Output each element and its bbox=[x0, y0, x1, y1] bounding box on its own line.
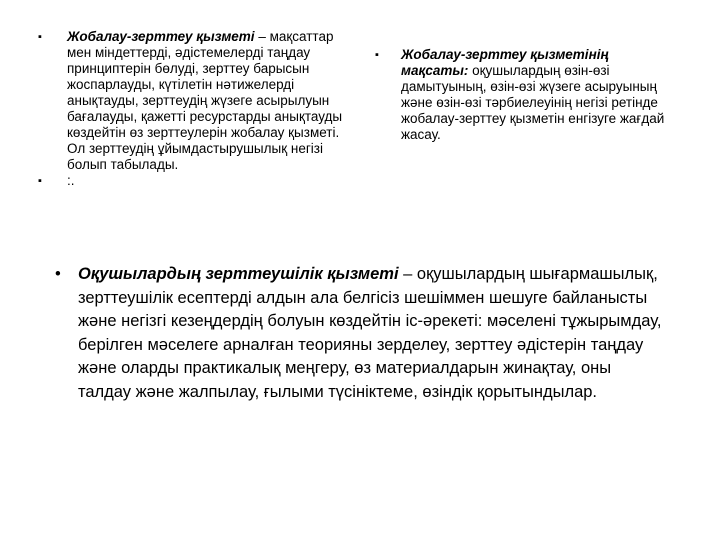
activity-goal-text bbox=[401, 47, 669, 143]
design-research-activity-text bbox=[67, 29, 351, 173]
bullet-lead-text: Жобалау-зерттеу қызметінің мақсаты: bbox=[401, 47, 609, 78]
square-bullet-icon: ▪ bbox=[38, 31, 42, 43]
list-item bbox=[38, 29, 354, 173]
bullet-body-text: – оқушылардың шығармашылық, зерттеушілік есептерді алдын ала белгісіз шешіммен шешуге байланысты және негізгі кезеңдердің болуын көздейтін іс-әрекеті: мәселені тұжырымдау, берілген мәселеге арналған теорияны зерделеу, зерттеу әдістерін таңдау және оларды практикалық меңгеру, өз материалдарын жинақтау, оны талдау және жалпылау, ғылыми түсініктеме, өзіндік қорытындылар. bbox=[78, 265, 662, 401]
colon-placeholder-text bbox=[67, 173, 351, 189]
activity-goal-block bbox=[375, 47, 673, 143]
round-bullet-icon: • bbox=[55, 265, 61, 283]
square-bullet-icon: ▪ bbox=[38, 175, 42, 187]
list-item bbox=[55, 263, 671, 404]
list-item bbox=[375, 47, 673, 143]
list-item bbox=[38, 173, 354, 189]
student-research-activity-block bbox=[55, 263, 671, 404]
bullet-body-text: :. bbox=[67, 173, 75, 188]
design-research-activity-block bbox=[38, 29, 354, 189]
bullet-body-text: оқушылардың өзін-өзі дамытуының, өзін-өзі жүзеге асыруының және өзін-өзі тәрбиелеуінің негізі ретінде жобалау-зерттеу қызметін енгізуге жағдай жасау. bbox=[401, 63, 665, 142]
bullet-lead-text: Жобалау-зерттеу қызметі bbox=[67, 29, 255, 44]
square-bullet-icon: ▪ bbox=[375, 49, 379, 61]
bullet-body-text: – мақсаттар мен міндеттерді, әдістемелерді таңдау принциптерін бөлуді, зерттеу барысын жоспарлауды, күтілетін нәтижелерді анықтауды, зерттеудің жүзеге асырылуын бағалауды, қажетті ресурстарды анықтауды көздейтін өз зерттеулерін жобалау қызметі. Ол зерттеудің ұйымдастырушылық негізі болып табылады. bbox=[67, 29, 343, 172]
student-research-activity-text bbox=[78, 263, 668, 404]
bullet-lead-text: Оқушылардың зерттеушілік қызметі bbox=[78, 265, 399, 283]
